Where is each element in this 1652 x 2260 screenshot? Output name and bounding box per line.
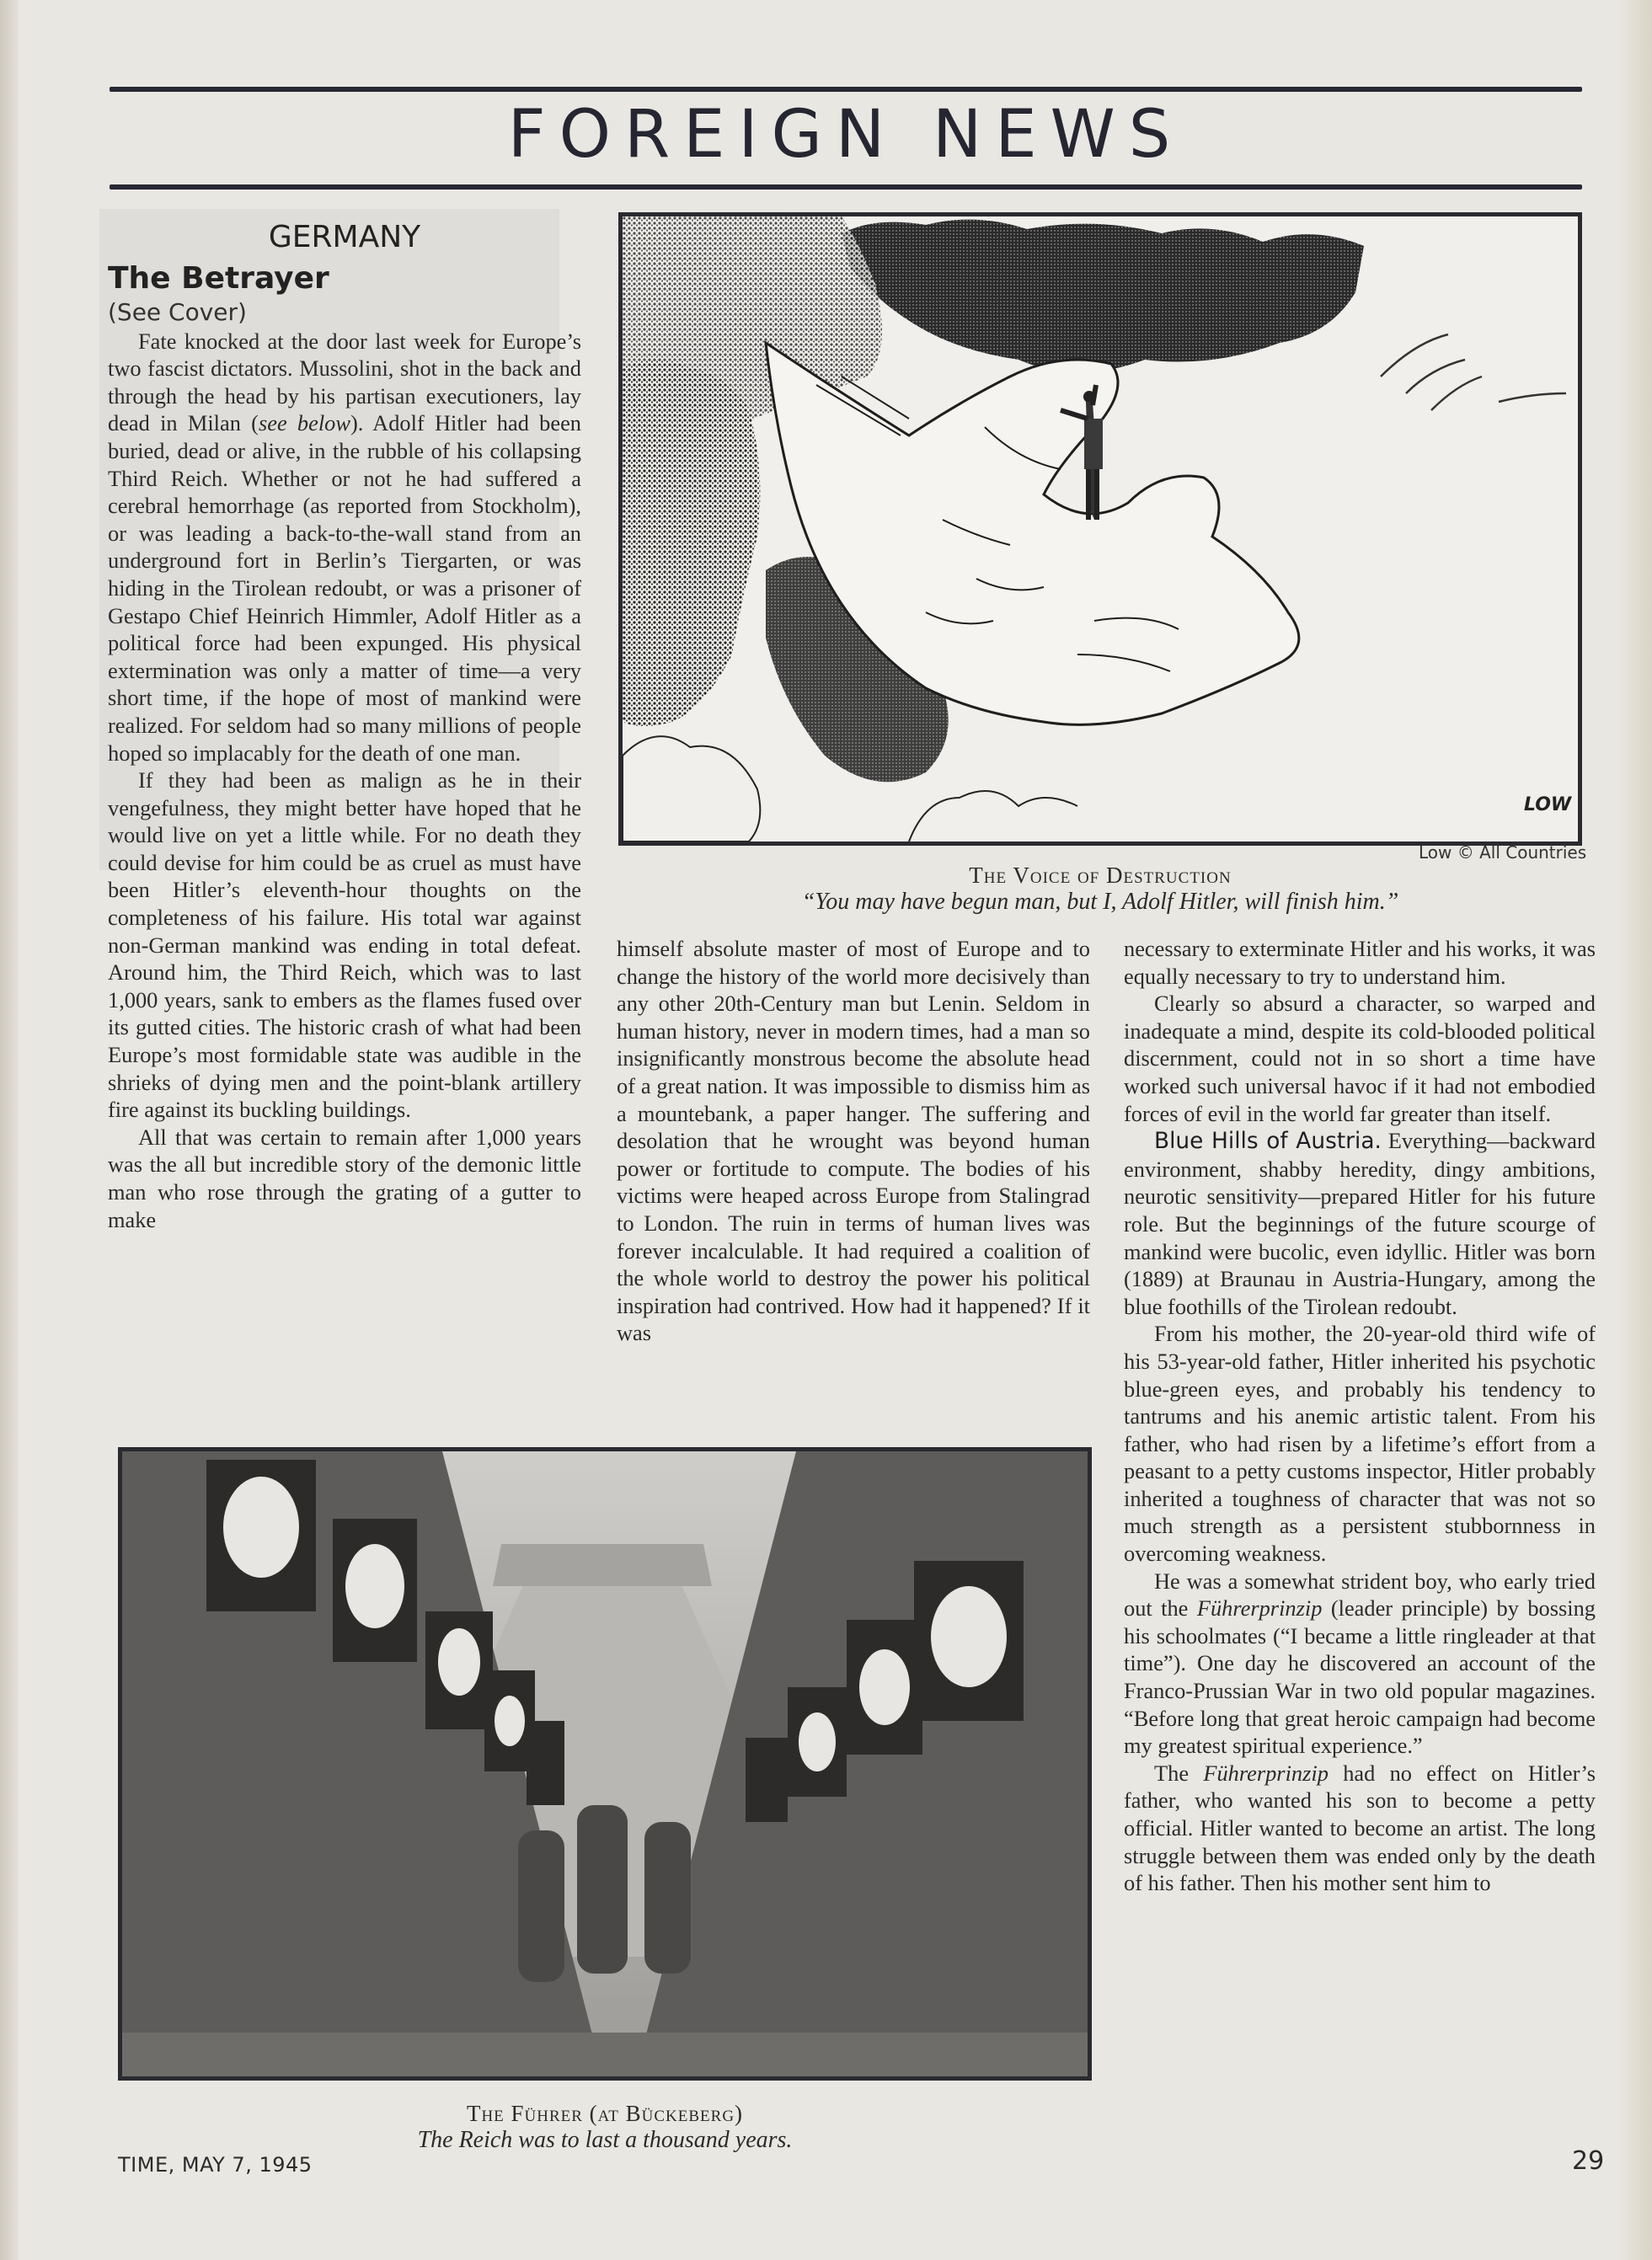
paragraph: Blue Hills of Austria. Everything—backward environment, shabby heredity, dingy ambitions, neurotic sensitivity—prepared Hitler for his future role. But the beginnings of the future scourge of mankind were bucolic, even idyllic. Hitler was born (1889) at Braunau in Austria-Hungary, among the blue foothills of the Tirolean redoubt. bbox=[1124, 1128, 1596, 1319]
cartoon-caption bbox=[618, 863, 1582, 916]
issue-dateline: TIME, MAY 7, 1945 bbox=[118, 2153, 313, 2177]
paragraph: necessary to exterminate Hitler and his works, it was equally necessary to try to understand him. bbox=[1124, 936, 1596, 989]
section-heading: GERMANY bbox=[268, 220, 421, 254]
story-title: The Betrayer bbox=[108, 260, 329, 296]
page-edge-right bbox=[1618, 0, 1652, 2260]
masthead-bottom-rule bbox=[110, 184, 1582, 190]
article-column-1 bbox=[108, 209, 581, 1233]
article-column-3 bbox=[1124, 935, 1596, 1897]
rally-photo bbox=[118, 1447, 1092, 2081]
paragraph: Fate knocked at the door last week for Europe’s two fascist dictators. Mussolini, shot in the back and through the head by his partisan executioners, lay dead in Milan (see below). Adolf Hitler had been buried, dead or alive, in the rubble of his collapsing Third Reich. Whether or not he had suffered a cerebral hemorrhage (as reported from Stockholm), or was leading a back-to-the-wall stand from an underground fort in Berlin’s Tiergarten, or was hiding in the Tirolean redoubt, or was a prisoner of Gestapo Chief Heinrich Himmler, Adolf Hitler as a political force had been expunged. His physical extermination was only a matter of time—a very short time, if the hope of most of mankind were realized. For seldom had so many millions of people hoped so implacably for the death of one man. bbox=[108, 328, 581, 766]
masthead-top-rule bbox=[110, 87, 1582, 92]
paragraph: All that was certain to remain after 1,000 years was the all but incredible story of the demonic little man who rose through the grating of a gutter to make bbox=[108, 1124, 581, 1232]
page-number: 29 bbox=[1572, 2146, 1605, 2176]
paragraph: himself absolute master of most of Europe and to change the history of the world more decisively than any other 20th-Century man but Lenin. Seldom in human history, never in modern times, had a man so insignificantly monstrous become the absolute head of a great nation. It was impossible to dismiss him as a mountebank, a paper hanger. The suffering and desolation that he wrought was beyond human power or fortitude to compute. The bodies of his victims were heaped across Europe from Stalingrad to London. The ruin in terms of human lives was forever incalculable. It had required a coalition of the whole world to destroy the power his political inspiration had contrived. How had it happened? If it was bbox=[617, 936, 1090, 1346]
cartoon-credit: Low © All Countries bbox=[1419, 842, 1587, 863]
see-cover-note: (See Cover) bbox=[108, 297, 247, 326]
paragraph: The Führerprinzip had no effect on Hitler’s father, who wanted his son to become a petty official. Hitler wanted to become an artist. The long struggle between them was ended only by the death of his father. Then his mother sent him to bbox=[1124, 1760, 1596, 1896]
masthead-title: FOREIGN NEWS bbox=[507, 97, 1184, 173]
photo-caption-subtitle: The Reich was to last a thousand years. bbox=[417, 2127, 793, 2153]
paragraph: From his mother, the 20-year-old third wife of his 53-year-old father, Hitler inherited his psychotic blue-green eyes, and probably his tendency to tantrums and his anemic artistic talent. From his father, who had risen by a lifetime’s effort from a peasant to a petty customs inspector, Hitler probably inherited a toughness of character that was not so much strength as a persistent stubbornness in overcoming weakness. bbox=[1124, 1321, 1596, 1567]
cartoon-caption-title: The Voice of Destruction bbox=[969, 863, 1232, 888]
cartoonist-signature: LOW bbox=[1524, 794, 1572, 815]
subheading: Blue Hills of Austria. bbox=[1154, 1128, 1382, 1155]
photo-caption-title: The Führer (at Bückeberg) bbox=[466, 2101, 744, 2126]
paragraph: If they had been as malign as he in their vengefulness, they might better have hoped that he would live on yet a little while. For no death they could devise for him could be as cruel as must have been Hitler’s eleventh-hour thoughts on the completeness of his failure. His total war against non-German mankind was ending in total defeat. Around him, the Third Reich, which was to last 1,000 years, sank to embers as the flames fused over its gutted cities. The historic crash of what had been Europe’s most formidable state was audible in the shrieks of dying men and the point-blank artillery fire against its buckling buildings. bbox=[108, 767, 581, 1123]
paragraph: He was a somewhat strident boy, who early tried out the Führerprinzip (leader principle) by bossing his schoolmates (“I became a little ringleader at that time”). One day he discovered an account of the Franco-Prussian War in two old popular magazines. “Before long that great heroic campaign had become my greatest spiritual experience.” bbox=[1124, 1568, 1596, 1759]
cartoon-illustration bbox=[623, 216, 1578, 841]
article-column-2 bbox=[617, 935, 1090, 1347]
photo-caption bbox=[118, 2101, 1092, 2154]
cartoon-frame bbox=[618, 212, 1582, 846]
rally-photo-image bbox=[122, 1451, 1088, 2076]
page-edge-left bbox=[0, 0, 19, 2260]
cartoon-caption-quote: “You may have begun man, but I, Adolf Hitler, will finish him.” bbox=[801, 889, 1399, 915]
paragraph: Clearly so absurd a character, so warped and inadequate a mind, despite its cold-blooded political discernment, could not in so short a time have worked such universal havoc if it had not embodied forces of evil in the world far greater than itself. bbox=[1124, 991, 1596, 1126]
